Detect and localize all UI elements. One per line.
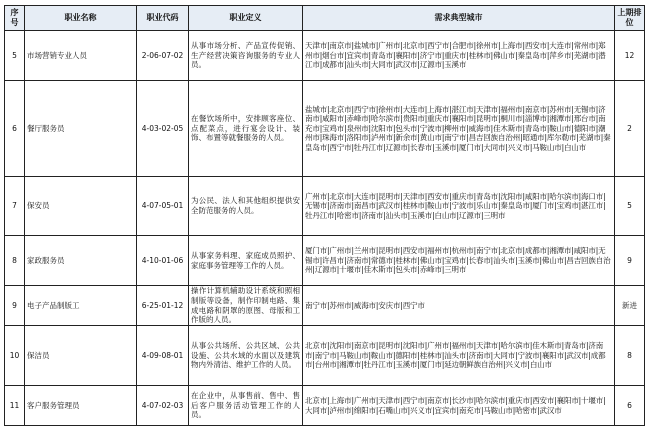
cell-name: 保洁员: [25, 326, 137, 386]
table-row: [5, 326, 645, 386]
cell-definition: 为公民、法人和其他组织提供安全防范服务的人员。: [189, 177, 303, 236]
cell-code: 4-07-02-03: [137, 386, 189, 426]
cell-cities: 盐城市|北京市|西宁市|徐州市|大连市|上海市|湛江市|天津市|福州市|南京市|苏州市|无锡市|济南市|咸阳市|赤峰市|哈尔滨市|贵阳市|重庆市|襄阳市|昆明市|桐川市|淄博市|湘潭市|邢台市|南充市|宝鸡市|泉州市|沈阳市|包头市|宁波市|柳州市|威海市|佳木斯市|青岛市|鞍山市|德阳市|潮州市|珠海市|洛阳市|泸州市|新余市|黄山市|南宁市|昌吉回族自治州|昭通市|库尔勒市|芜湖市|秦皇岛市|西宁市|牡丹江市|辽源市|长春市|玉溪市|厦门市|大同市|兴义市|马鞍山市|白山市: [303, 81, 615, 177]
cell-cities: 北京市|上海市|广州市|天津市|西宁市|南京市|长沙市|哈尔滨市|重庆市|西安市|襄阳市|十堰市|大同市|泸州市|绵阳市|石嘴山市|兴义市|宜宾市|南充市|马鞍山市|哈密市|武汉市: [303, 386, 615, 426]
header-seq: 序号: [5, 6, 25, 31]
cell-name: 家政服务员: [25, 236, 137, 286]
header-name: 职业名称: [25, 6, 137, 31]
cell-cities: 天津市|南京市|盐城市|广州市|北京市|西宁市|合肥市|徐州市|上海市|西安市|大连市|常州市|郑州市|烟台市|宜宾市|青岛市|襄阳市|济宁市|重庆市|桂林市|佛山市|秦皇岛市|萍乡市|芜湖市|潜江市|成都市|汕头市|大同市|武汉市|辽源市|玉溪市: [303, 31, 615, 81]
cell-cities: 北京市|沈阳市|南京市|昆明市|沈阳市|广州市|福州市|天津市|哈尔滨市|佳木斯市|青岛市|济南市|南宁市|马鞍山市|鞍山市|德阳市|桂林市|汕头市|济南市|大同市|宁波市|襄阳市|武汉市|成都市|台州市|湘潭市|牡丹江市|玉溪市|厦门市|延边朝鲜族自治州|兴义市|白山市: [303, 326, 615, 386]
cell-rank: 2: [615, 81, 645, 177]
cell-name: 餐厅服务员: [25, 81, 137, 177]
table-header-row: [5, 6, 645, 31]
table-row: [5, 386, 645, 426]
cell-name: 保安员: [25, 177, 137, 236]
cell-code: 4-07-05-01: [137, 177, 189, 236]
cell-rank: 5: [615, 177, 645, 236]
cell-definition: 操作计算机辅助设计系统和照相制版等设备，制作印制电路、集成电路和阴罩的原图、母版和工作版的人员。: [189, 286, 303, 326]
cell-rank: 9: [615, 236, 645, 286]
cell-seq: 10: [5, 326, 25, 386]
header-definition: 职业定义: [189, 6, 303, 31]
cell-seq: 9: [5, 286, 25, 326]
cell-seq: 5: [5, 31, 25, 81]
cell-name: 市场营销专业人员: [25, 31, 137, 81]
table-row: [5, 31, 645, 81]
cell-code: 4-03-02-05: [137, 81, 189, 177]
table-row: [5, 177, 645, 236]
cell-cities: 广州市|北京市|大连市|昆明市|天津市|西安市|重庆市|青岛市|沈阳市|咸阳市|哈尔滨市|海口市|无锡市|济南市|南昌市|武汉市|桂林市|鞍山市|宁波市|乐山市|秦皇岛市|厦门市|宝鸡市|湛江市|牡丹江市|哈密市|济南市|汕头市|玉溪市|白山市|辽源市|三明市: [303, 177, 615, 236]
cell-cities: 南宁市|苏州市|威海市|安庆市|西宁市: [303, 286, 615, 326]
table-row: [5, 81, 645, 177]
cell-code: 6-25-01-12: [137, 286, 189, 326]
cell-seq: 11: [5, 386, 25, 426]
cell-rank: 6: [615, 386, 645, 426]
header-rank: 上期排位: [615, 6, 645, 31]
cell-definition: 在餐饮场所中，安排顾客座位、点配菜点，进行宴会设计、装饰、布置等就餐服务的人员。: [189, 81, 303, 177]
cell-definition: 从事家务料理、家庭成员照护、家庭事务管理等工作的人员。: [189, 236, 303, 286]
page-content: [4, 5, 644, 426]
cell-name: 电子产品制版工: [25, 286, 137, 326]
cell-seq: 7: [5, 177, 25, 236]
cell-name: 客户服务管理员: [25, 386, 137, 426]
cell-rank: 新进: [615, 286, 645, 326]
cell-seq: 8: [5, 236, 25, 286]
cell-definition: 从事市场分析、产品宣传促销、生产经营决策咨询服务的专业人员。: [189, 31, 303, 81]
header-cities: 需求典型城市: [303, 6, 615, 31]
cell-code: 2-06-07-02: [137, 31, 189, 81]
table-row: [5, 286, 645, 326]
header-code: 职业代码: [137, 6, 189, 31]
occupation-table: [4, 5, 645, 426]
cell-definition: 在企业中，从事售前、售中、售后客户服务活动管理工作的人员。: [189, 386, 303, 426]
cell-seq: 6: [5, 81, 25, 177]
cell-cities: 厦门市|广州市|兰州市|昆明市|西安市|福州市|杭州市|南宁市|北京市|成都市|湘潭市|咸阳市|无锡市|许昌市|济南市|常德市|桂林市|佛山市|宝鸡市|长春市|汕头市|玉溪市|佛山市|昌吉回族自治州|辽源市|十堰市|佳木斯市|包头市|赤峰市|三明市: [303, 236, 615, 286]
cell-rank: 12: [615, 31, 645, 81]
table-row: [5, 236, 645, 286]
cell-code: 4-10-01-06: [137, 236, 189, 286]
cell-definition: 从事公共场所、公共区域、公共设施、公共水域的水面以及建筑物内外清洁、维护工作的人员。: [189, 326, 303, 386]
cell-rank: 8: [615, 326, 645, 386]
cell-code: 4-09-08-01: [137, 326, 189, 386]
